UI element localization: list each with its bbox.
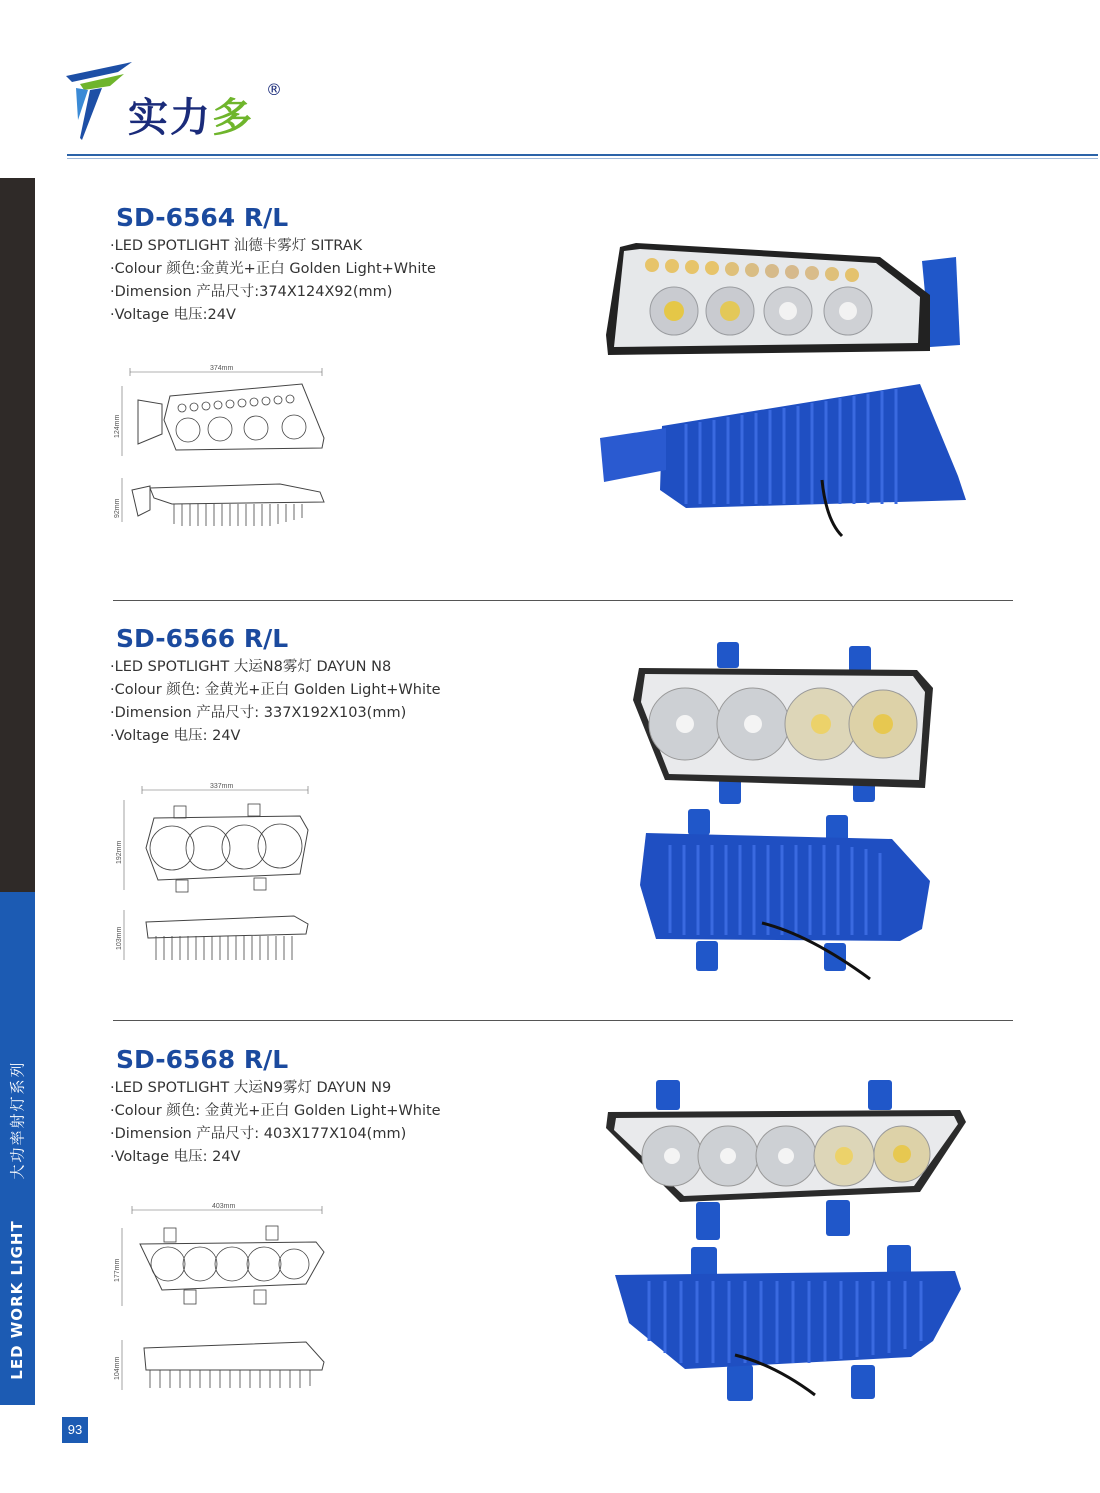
spec-line: ·Colour 颜色:金黄光+正白 Golden Light+White: [110, 261, 436, 277]
dimension-drawing: [110, 360, 340, 540]
product-model: SD-6566 R/L: [116, 624, 289, 653]
product-model: SD-6564 R/L: [116, 203, 289, 232]
spec-line: ·Voltage 电压:24V: [110, 307, 236, 323]
dim-height-label: 192mm: [116, 840, 123, 864]
dim-depth-label: 103mm: [116, 926, 123, 950]
dim-height-label: 124mm: [114, 414, 121, 438]
product-specs: [110, 656, 441, 748]
dim-depth-label: 104mm: [114, 1356, 121, 1380]
section-divider: [113, 600, 1013, 601]
dimension-drawing: [110, 1198, 340, 1398]
dim-width-label: 403mm: [212, 1203, 236, 1210]
product-back-photo: [605, 1245, 965, 1405]
product-front-photo: [600, 1076, 972, 1244]
product-model: SD-6568 R/L: [116, 1045, 289, 1074]
product-back-photo: [590, 380, 980, 540]
product-specs: [110, 235, 436, 327]
product-front-photo: [600, 235, 980, 365]
spec-line: ·Dimension 产品尺寸: 337X192X103(mm): [110, 705, 407, 721]
spec-line: ·Voltage 电压: 24V: [110, 728, 241, 744]
page-number: 93: [62, 1417, 88, 1443]
spec-line: ·Dimension 产品尺寸:374X124X92(mm): [110, 284, 393, 300]
spec-line: ·Voltage 电压: 24V: [110, 1149, 241, 1165]
header-rule: [67, 154, 1098, 156]
sidebar-dark-band: [0, 178, 35, 892]
dim-height-label: 177mm: [114, 1258, 121, 1282]
section-divider: [113, 1020, 1013, 1021]
product-specs: [110, 1077, 441, 1169]
sidebar-category-en: LED WORK LIGHT: [8, 1220, 26, 1380]
spec-line: ·LED SPOTLIGHT 大运N9雾灯 DAYUN N9: [110, 1080, 392, 1096]
dimension-drawing: [110, 778, 340, 968]
product-back-photo: [630, 805, 950, 985]
dim-depth-label: 92mm: [114, 498, 121, 518]
sidebar-category-cn: 大功率射灯系列: [8, 1060, 27, 1180]
spec-line: ·LED SPOTLIGHT 大运N8雾灯 DAYUN N8: [110, 659, 392, 675]
brand-logo-icon: [62, 60, 132, 140]
dim-width-label: 337mm: [210, 783, 234, 790]
spec-line: ·Dimension 产品尺寸: 403X177X104(mm): [110, 1126, 407, 1142]
header-rule-thin: [67, 158, 1098, 159]
product-front-photo: [625, 640, 945, 808]
brand-name: 实力多: [128, 95, 254, 141]
registered-mark: ®: [266, 80, 282, 99]
dim-width-label: 374mm: [210, 365, 234, 372]
spec-line: ·Colour 颜色: 金黄光+正白 Golden Light+White: [110, 1103, 441, 1119]
spec-line: ·LED SPOTLIGHT 汕德卡雾灯 SITRAK: [110, 238, 363, 254]
spec-line: ·Colour 颜色: 金黄光+正白 Golden Light+White: [110, 682, 441, 698]
